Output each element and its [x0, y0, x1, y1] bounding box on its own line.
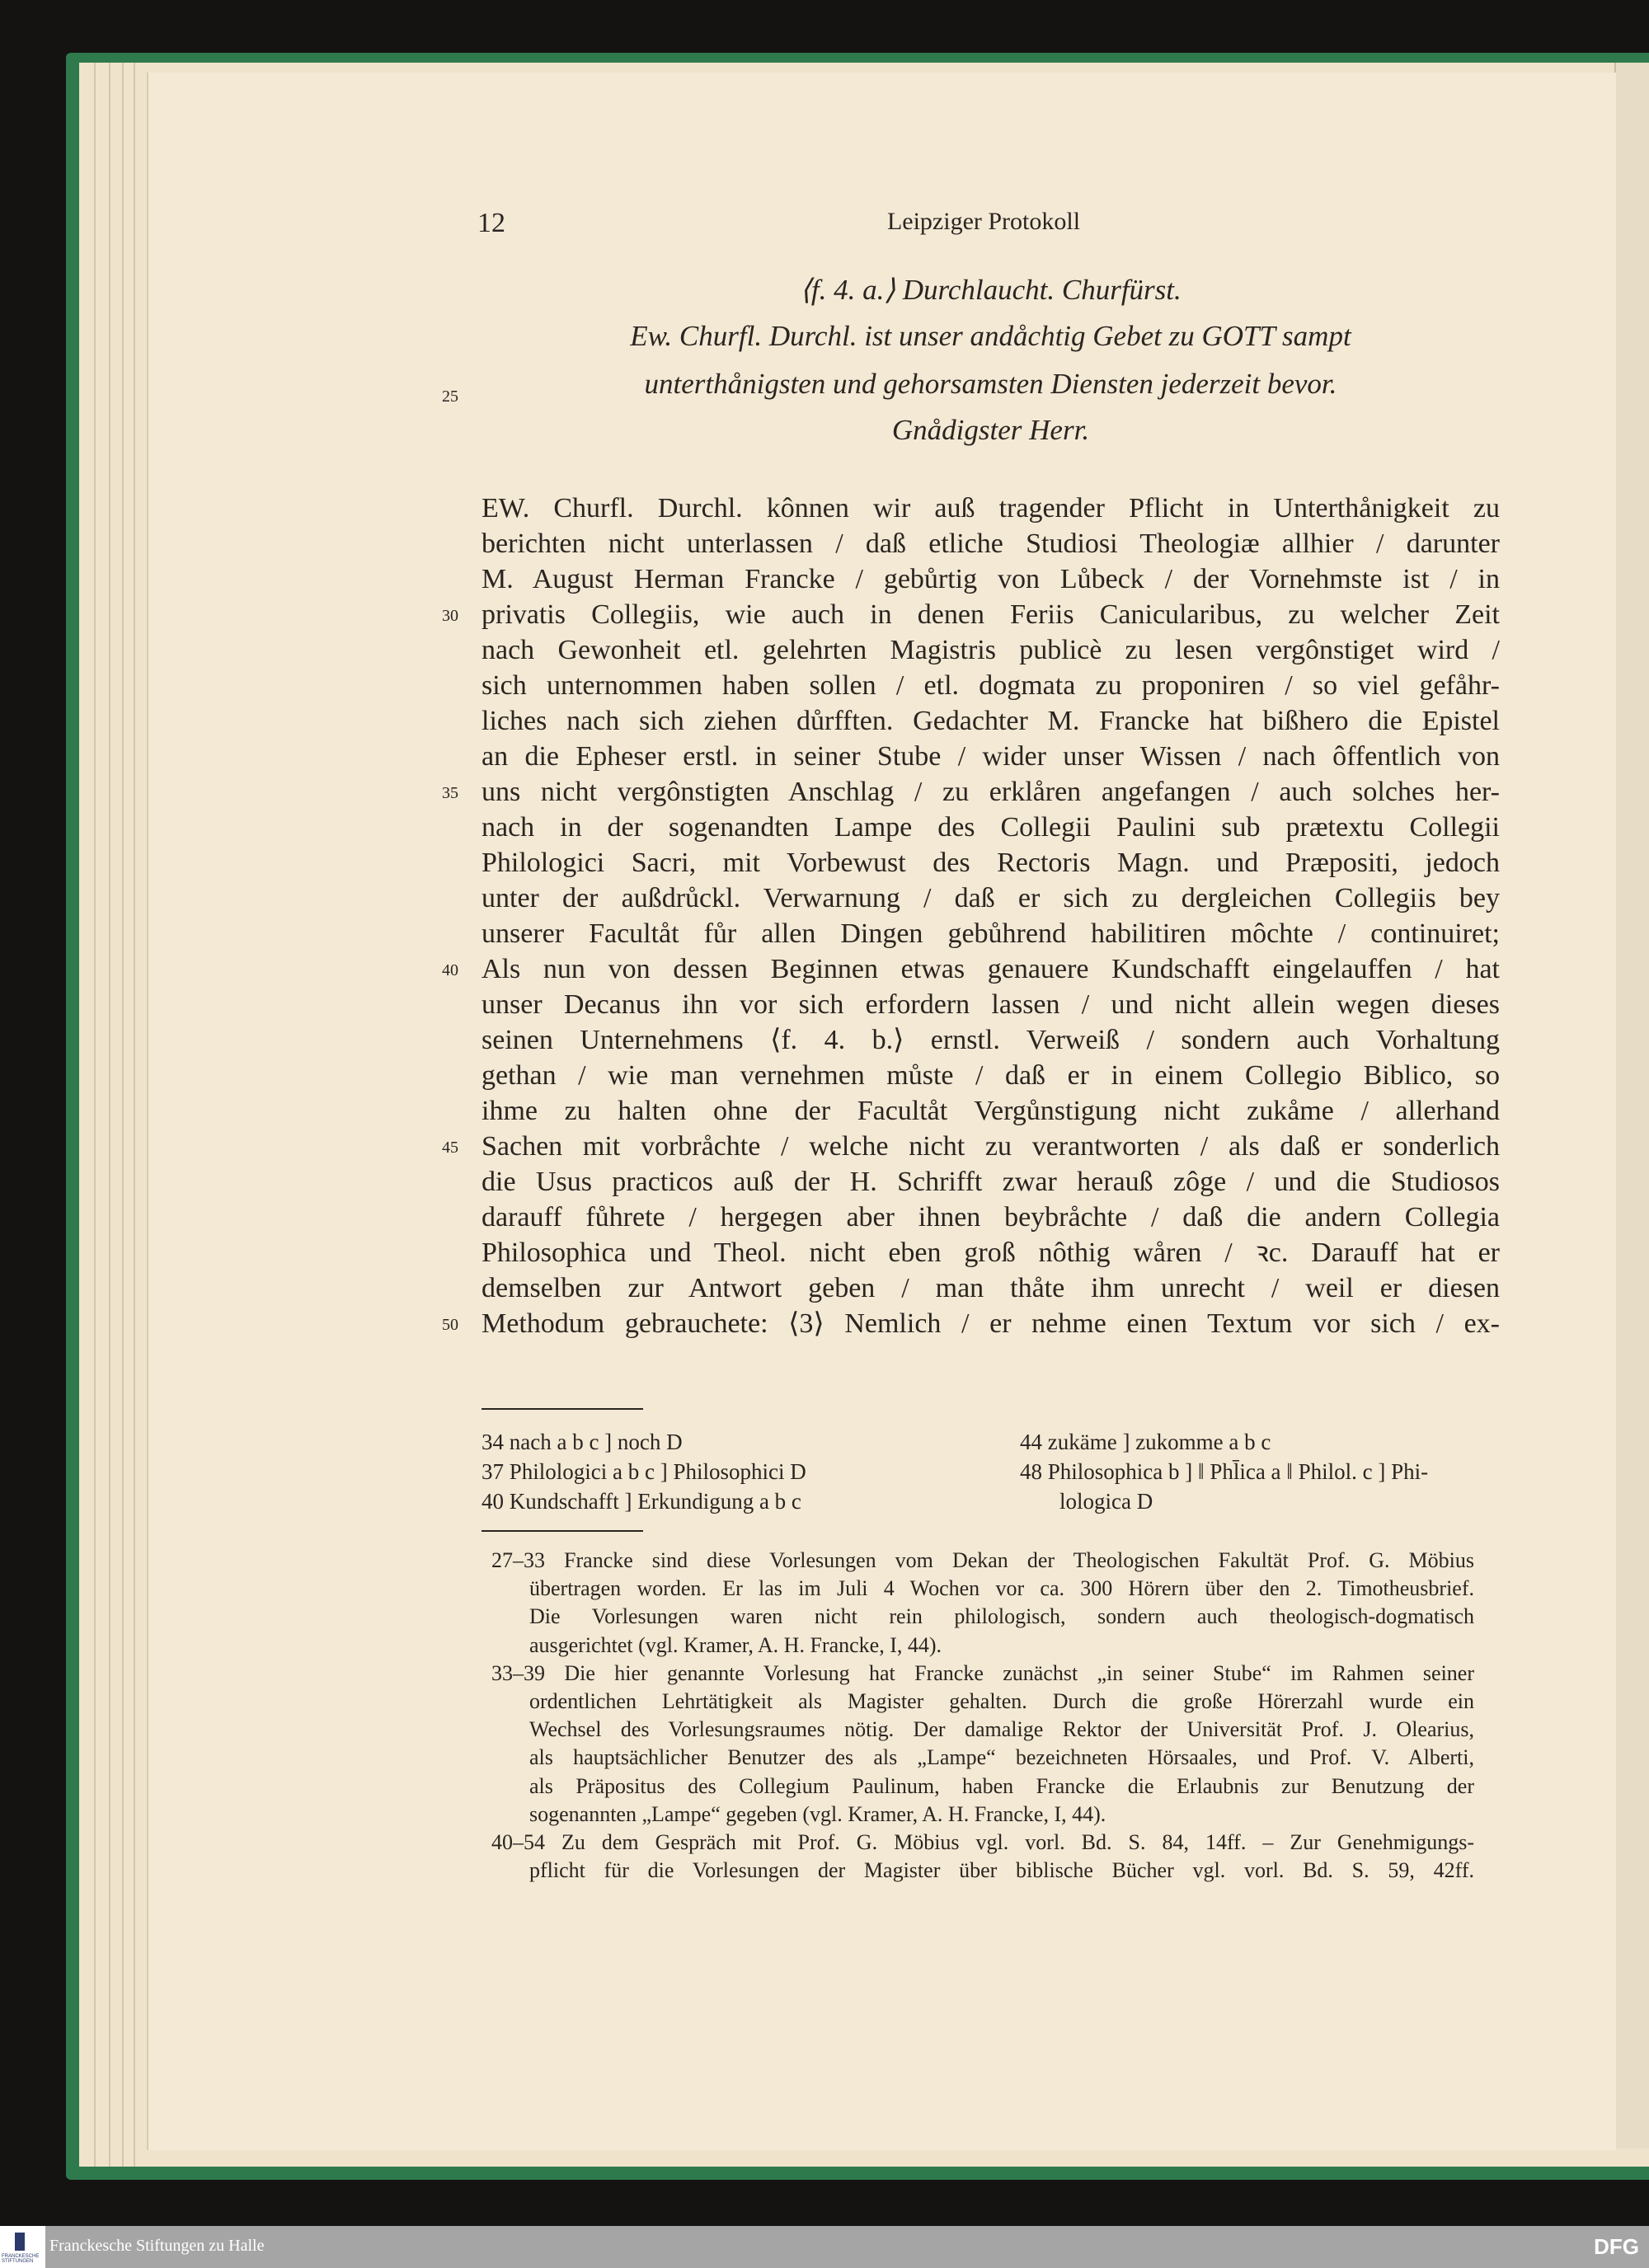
- text-line: die Usus practicos auß der H. Schrifft zwar herauß zôge / und die Studiosos: [482, 1167, 1500, 1197]
- text-line: unter der außdrůckl. Verwarnung / daß er sich zu dergleichen Collegiis bey: [482, 883, 1500, 913]
- footnote-line: als hauptsächlicher Benutzer des als „Lampe“ bezeichneten Hörsaales, und Prof. V. Alberti,: [529, 1745, 1474, 1770]
- text-line: an die Epheser erstl. in seiner Stube / wider unser Wissen / nach ôffentlich von: [482, 741, 1500, 772]
- line-number: 25: [442, 387, 458, 406]
- line-number: 45: [442, 1139, 458, 1157]
- text-line: unserer Facultåt fůr allen Dingen gebůhrend habilitiren môchte / continuiret;: [482, 918, 1500, 949]
- text-line: M. August Herman Francke / gebůrtig von Lůbeck / der Vornehmste ist / in: [482, 564, 1500, 594]
- footnote-line: übertragen worden. Er las im Juli 4 Wochen vor ca. 300 Hörern über den 2. Timotheusbrief.: [529, 1576, 1474, 1601]
- apparatus-entry: 34 nach a b c ] noch D: [482, 1430, 683, 1454]
- text-line: demselben zur Antwort geben / man thåte ihm unrecht / weil er diesen: [482, 1273, 1500, 1303]
- text-line: gethan / wie man vernehmen můste / daß er in einem Collegio Biblico, so: [482, 1060, 1500, 1091]
- salutation-line: unterthånigsten und gehorsamsten Diensten jederzeit bevor.: [644, 368, 1337, 400]
- footnote-line: Die Vorlesungen waren nicht rein philologisch, sondern auch theologisch-dogmatisch: [529, 1604, 1474, 1629]
- text-line: uns nicht vergônstigten Anschlag / zu erklåren angefangen / auch solches her-: [482, 777, 1500, 807]
- text-line: unser Decanus ihn vor sich erfordern lassen / und nicht allein wegen dieses: [482, 989, 1500, 1020]
- text-line: nach in der sogenandten Lampe des Collegii Paulini sub prætextu Collegii: [482, 812, 1500, 843]
- text-line: ihme zu halten ohne der Facultåt Vergůnstigung nicht zukåme / allerhand: [482, 1096, 1500, 1126]
- text-line: Philologici Sacri, mit Vorbewust des Rectoris Magn. und Præpositi, jedoch: [482, 848, 1500, 878]
- line-number: 30: [442, 607, 458, 625]
- page-number: 12: [477, 208, 505, 238]
- running-title: Leipziger Protokoll: [886, 208, 1081, 235]
- text-line: Methodum gebrauchete: ⟨3⟩ Nemlich / er nehme einen Textum vor sich / ex-: [482, 1308, 1500, 1339]
- footnote-line: ausgerichtet (vgl. Kramer, A. H. Francke, I, 44).: [529, 1632, 942, 1657]
- statue-icon: [15, 2233, 25, 2251]
- footnote-line: 40–54 Zu dem Gespräch mit Prof. G. Möbius vgl. vorl. Bd. S. 84, 14ff. – Zur Genehmigungs-: [491, 1830, 1474, 1854]
- line-number: 50: [442, 1316, 458, 1334]
- logo-text: FRANCKESCHE STIFTUNGEN: [2, 2254, 40, 2264]
- apparatus-entry: 40 Kundschafft ] Erkundigung a b c: [482, 1489, 801, 1514]
- text-line: EW. Churfl. Durchl. kônnen wir auß tragender Pflicht in Unterthånigkeit zu: [482, 493, 1500, 524]
- apparatus-entry: 44 zukäme ] zukomme a b c: [1020, 1430, 1271, 1454]
- footnote-line: als Präpositus des Collegium Paulinum, haben Francke die Erlaubnis zur Benutzung der: [529, 1773, 1474, 1798]
- footnote-line: pflicht für die Vorlesungen der Magister über biblische Bücher vgl. vorl. Bd. S. 59, 42ff.: [529, 1858, 1474, 1883]
- text-line: seinen Unternehmens ⟨f. 4. b.⟩ ernstl. Verweiß / sondern auch Vorhaltung: [482, 1025, 1500, 1055]
- apparatus-entry: 37 Philologici a b c ] Philosophici D: [482, 1459, 806, 1484]
- line-number: 40: [442, 961, 458, 979]
- text-line: Als nun von dessen Beginnen etwas genauere Kundschafft eingelauffen / hat: [482, 954, 1500, 984]
- text-line: liches nach sich ziehen důrfften. Gedachter M. Francke hat bißhero die Epistel: [482, 706, 1500, 736]
- dfg-logo[interactable]: DFG: [1594, 2234, 1639, 2259]
- text-line: Sachen mit vorbråchte / welche nicht zu verantworten / als daß er sonderlich: [482, 1131, 1500, 1162]
- text-line: berichten nicht unterlassen / daß etliche Studiosi Theologiæ allhier / darunter: [482, 528, 1500, 559]
- text-line: Philosophica und Theol. nicht eben groß nôthig wåren / ꝛc. Darauff hat er: [482, 1237, 1500, 1268]
- apparatus-entry: lologica D: [1059, 1489, 1153, 1514]
- salutation-line: Ew. Churfl. Durchl. ist unser andåchtig Gebet zu GOTT sampt: [630, 320, 1351, 352]
- footnote-line: Wechsel des Vorlesungsraumes nötig. Der damalige Rektor der Universität Prof. J. Olearius,: [529, 1717, 1474, 1742]
- line-number: 35: [442, 784, 458, 802]
- salutation-address: Gnådigster Herr.: [891, 414, 1090, 446]
- apparatus-rule: [482, 1408, 643, 1410]
- footnote-rule: [482, 1530, 643, 1532]
- footnote-line: 27–33 Francke sind diese Vorlesungen vom Dekan der Theologischen Fakultät Prof. G. Möbius: [491, 1548, 1474, 1572]
- viewer-footer-bar: [0, 2226, 1649, 2268]
- institution-logo[interactable]: [0, 2226, 45, 2268]
- salutation-heading: ⟨f. 4. a.⟩ Durchlaucht. Churfürst.: [800, 274, 1182, 306]
- facing-page-edge: [1614, 63, 1649, 2148]
- text-line: privatis Collegiis, wie auch in denen Feriis Canicularibus, zu welcher Zeit: [482, 599, 1500, 630]
- text-line: sich unternommen haben sollen / etl. dogmata zu proponiren / so viel gefåhr-: [482, 670, 1500, 701]
- apparatus-entry: 48 Philosophica b ] ‖ Phl̄ica a ‖ Philol. c ] Phi-: [1020, 1459, 1429, 1484]
- institution-name[interactable]: Franckesche Stiftungen zu Halle: [49, 2237, 265, 2255]
- text-line: nach Gewonheit etl. gelehrten Magistris publicè zu lesen vergônstiget wird /: [482, 635, 1500, 665]
- text-line: darauff fůhrete / hergegen aber ihnen beybråchte / daß die andern Collegia: [482, 1202, 1500, 1233]
- footnote-line: sogenannten „Lampe“ gegeben (vgl. Kramer, A. H. Francke, I, 44).: [529, 1801, 1106, 1826]
- footnote-line: ordentlichen Lehrtätigkeit als Magister gehalten. Durch die große Hörerzahl wurde ein: [529, 1689, 1474, 1713]
- footnote-line: 33–39 Die hier genannte Vorlesung hat Francke zunächst „in seiner Stube“ im Rahmen seiner: [491, 1660, 1474, 1685]
